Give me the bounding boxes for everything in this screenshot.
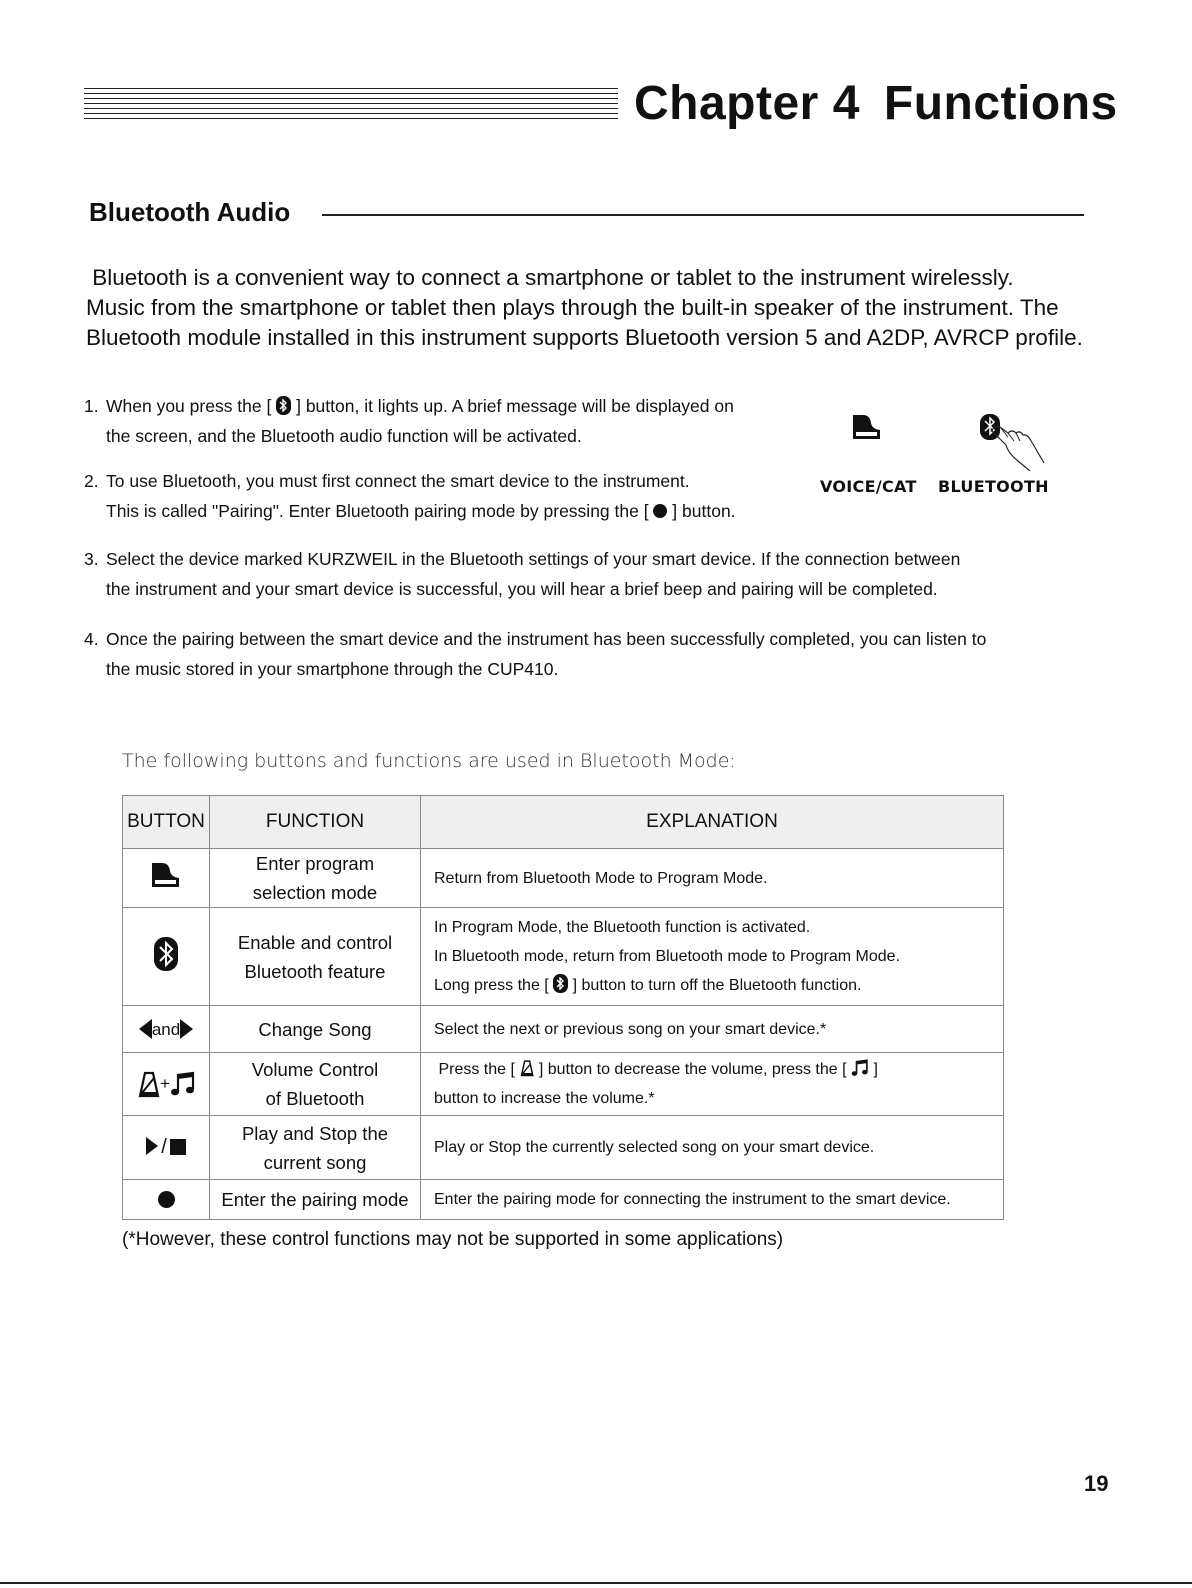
explanation-text	[434, 971, 1003, 1000]
section-title: Bluetooth Audio	[89, 197, 291, 227]
piano-icon	[149, 861, 183, 891]
chapter-name: Functions	[883, 77, 1118, 130]
page-number: 19	[1084, 1471, 1109, 1496]
explanation-text: button to increase the volume.*	[434, 1090, 655, 1107]
button-figure	[820, 405, 1060, 505]
step-number: 4.	[84, 629, 99, 649]
explanation-cell	[421, 1006, 1004, 1053]
button-cell	[123, 1053, 210, 1116]
function-cell	[210, 849, 421, 908]
table-row	[123, 1180, 1004, 1220]
explanation-text: Enter the pairing mode for connecting the instrument to the smart device.	[434, 1191, 951, 1208]
step-text: the screen, and the Bluetooth audio function will be activated.	[106, 425, 582, 446]
piano-icon	[850, 413, 884, 443]
section-rule	[322, 214, 1084, 216]
intro-line: Bluetooth is a convenient way to connect a smartphone or tablet to the instrument wirelessly.	[86, 265, 1014, 290]
explanation-text: In Program Mode, the Bluetooth function is activated.	[434, 919, 811, 936]
button-cell	[123, 849, 210, 908]
button-cell	[123, 1180, 210, 1220]
function-text: selection mode	[252, 882, 378, 903]
header-decorative-lines	[84, 88, 618, 122]
button-cell	[123, 1116, 210, 1180]
bluetooth-icon	[276, 396, 291, 415]
step-2	[84, 467, 736, 526]
next-icon	[180, 1019, 193, 1039]
table-row	[123, 908, 1004, 1006]
column-header: EXPLANATION	[421, 796, 1004, 849]
step-3	[84, 545, 960, 604]
button-cell	[123, 908, 210, 1006]
step-number: 1.	[84, 396, 99, 416]
bluetooth-icon	[553, 974, 568, 993]
button-cell	[123, 1006, 210, 1053]
button-text: /	[161, 1136, 167, 1158]
intro-line: Bluetooth module installed in this instrument supports Bluetooth version 5 and A2DP, AVRCP profile.	[86, 325, 1083, 350]
bottom-rule	[0, 1582, 1192, 1584]
function-cell	[210, 1180, 421, 1220]
function-cell	[210, 1116, 421, 1180]
metronome-icon	[136, 1070, 160, 1098]
column-header: BUTTON	[123, 796, 210, 849]
function-text: Volume Control	[251, 1059, 379, 1080]
step-4	[84, 625, 986, 684]
function-text: Bluetooth feature	[244, 960, 386, 982]
step-number: 3.	[84, 549, 99, 569]
function-text: Enter the pairing mode	[221, 1189, 409, 1210]
metronome-icon	[519, 1059, 534, 1077]
record-dot-icon	[158, 1191, 175, 1208]
music-note-icon	[851, 1058, 869, 1078]
bluetooth-label: BLUETOOTH	[938, 477, 1049, 496]
explanation-text: In Bluetooth mode, return from Bluetooth mode to Program Mode.	[434, 948, 901, 965]
explanation-cell	[421, 1116, 1004, 1180]
explanation-cell	[421, 1180, 1004, 1220]
table-header-row	[123, 796, 1004, 849]
table-row	[123, 1053, 1004, 1116]
play-icon	[146, 1137, 158, 1155]
step-number: 2.	[84, 471, 99, 491]
explanation-text: ] button to decrease the volume, press the [	[534, 1061, 851, 1078]
table-row	[123, 1116, 1004, 1180]
explanation-cell	[421, 1053, 1004, 1116]
function-cell	[210, 908, 421, 1006]
music-note-icon	[170, 1070, 196, 1098]
function-cell	[210, 1053, 421, 1116]
explanation-text: ]	[869, 1061, 878, 1078]
column-header: FUNCTION	[210, 796, 421, 849]
explanation-text: ] button to turn off the Bluetooth function.	[568, 977, 862, 994]
function-text: of Bluetooth	[265, 1088, 365, 1109]
table-row	[123, 849, 1004, 908]
explanation-text	[434, 1055, 1003, 1084]
prev-icon	[139, 1019, 152, 1039]
chapter-title	[634, 76, 1118, 131]
step-text: the music stored in your smartphone through the CUP410.	[106, 658, 559, 679]
step-text: Select the device marked KURZWEIL in the Bluetooth settings of your smart device. If the connection between	[106, 549, 961, 569]
explanation-text: Return from Bluetooth Mode to Program Mode.	[434, 869, 768, 887]
step-1	[84, 392, 734, 451]
function-text: Change Song	[258, 1018, 372, 1040]
explanation-text: Press the [	[434, 1061, 520, 1078]
table-row	[123, 1006, 1004, 1053]
explanation-text: Long press the [	[434, 977, 554, 994]
bluetooth-icon	[153, 936, 179, 972]
chapter-label: Chapter 4	[634, 77, 860, 130]
table-caption: The following buttons and functions are used in Bluetooth Mode:	[122, 750, 736, 772]
step-text: Once the pairing between the smart device and the instrument has been successfully completed, you can listen to	[106, 629, 987, 649]
voice-cat-label: VOICE/CAT	[820, 477, 917, 496]
function-text: current song	[263, 1151, 367, 1173]
step-text: This is called "Pairing". Enter Bluetooth pairing mode by pressing the [	[106, 500, 654, 521]
step-text: When you press the [	[106, 396, 277, 416]
bluetooth-functions-table	[122, 795, 1004, 1220]
explanation-cell	[421, 908, 1004, 1006]
bluetooth-press-icon	[978, 411, 1048, 471]
step-text: the instrument and your smart device is successful, you will hear a brief beep and pairing will be completed.	[106, 578, 938, 599]
intro-paragraph	[86, 263, 1146, 353]
function-cell	[210, 1006, 421, 1053]
step-text: To use Bluetooth, you must first connect the smart device to the instrument.	[106, 471, 690, 491]
button-text: and	[151, 1019, 181, 1039]
function-text: Enter program	[255, 853, 375, 874]
record-dot-icon	[653, 504, 667, 518]
stop-icon	[170, 1139, 186, 1155]
step-text: ] button, it lights up. A brief message will be displayed on	[291, 396, 734, 416]
button-text: +	[160, 1074, 170, 1093]
function-text: Enable and control	[237, 931, 393, 953]
footnote: (*However, these control functions may not be supported in some applications)	[122, 1229, 784, 1250]
intro-line: Music from the smartphone or tablet then plays through the built-in speaker of the instrument. The	[86, 295, 1059, 320]
explanation-text: Select the next or previous song on your smart device.*	[434, 1020, 827, 1038]
explanation-text: Play or Stop the currently selected song on your smart device.	[434, 1139, 875, 1156]
step-text: ] button.	[667, 500, 736, 521]
function-text: Play and Stop the	[241, 1122, 389, 1144]
explanation-cell	[421, 849, 1004, 908]
